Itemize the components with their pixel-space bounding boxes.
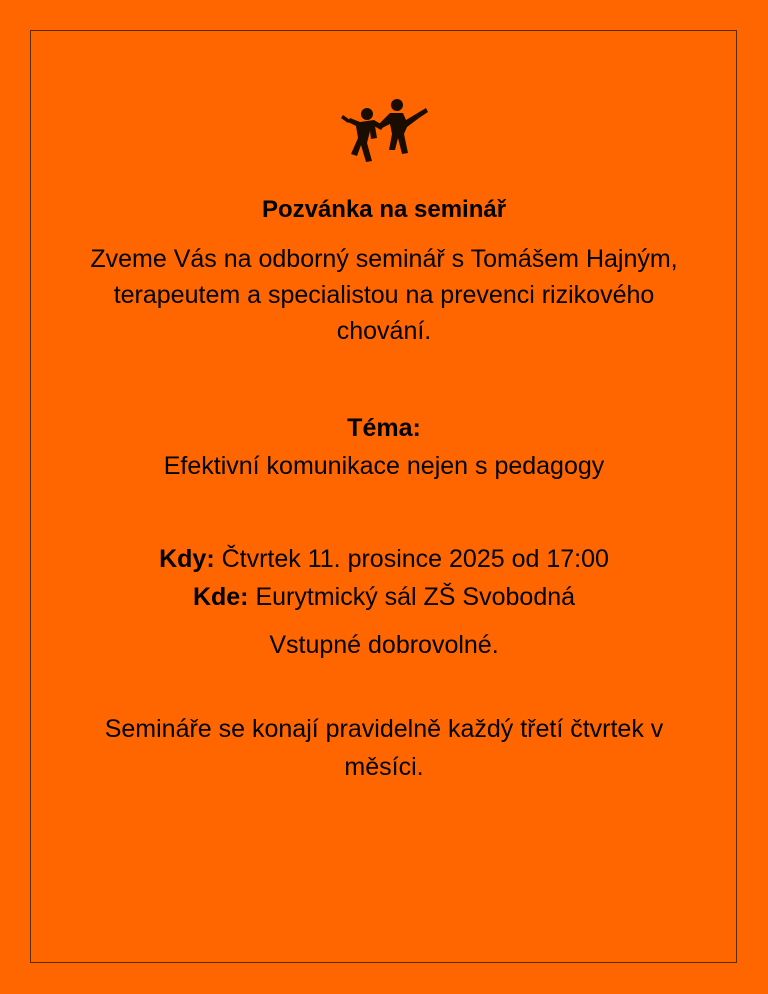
dancing-people-icon — [340, 98, 430, 170]
where-line — [0, 580, 768, 614]
topic-label: Téma: — [347, 414, 421, 442]
topic-value: Efektivní komunikace nejen s pedagogy — [163, 452, 605, 480]
schedule-note: Semináře se konají pravidelně každý třetí čtvrtek v měsíci. — [104, 715, 664, 781]
intro-paragraph: Zveme Vás na odborný seminář s Tomášem Hajným, terapeutem a specialistou na prevenci rizikového chování. — [90, 245, 678, 345]
where-value: Eurytmický sál ZŠ Svobodná — [248, 583, 576, 611]
when-line — [0, 542, 768, 576]
entry-fee-note: Vstupné dobrovolné. — [269, 631, 499, 659]
where-label: Kde: — [192, 583, 249, 611]
page-title: Pozvánka na seminář — [261, 196, 507, 223]
when-value: Čtvrtek 11. prosince 2025 od 17:00 — [214, 545, 609, 573]
when-label: Kdy: — [159, 545, 215, 573]
